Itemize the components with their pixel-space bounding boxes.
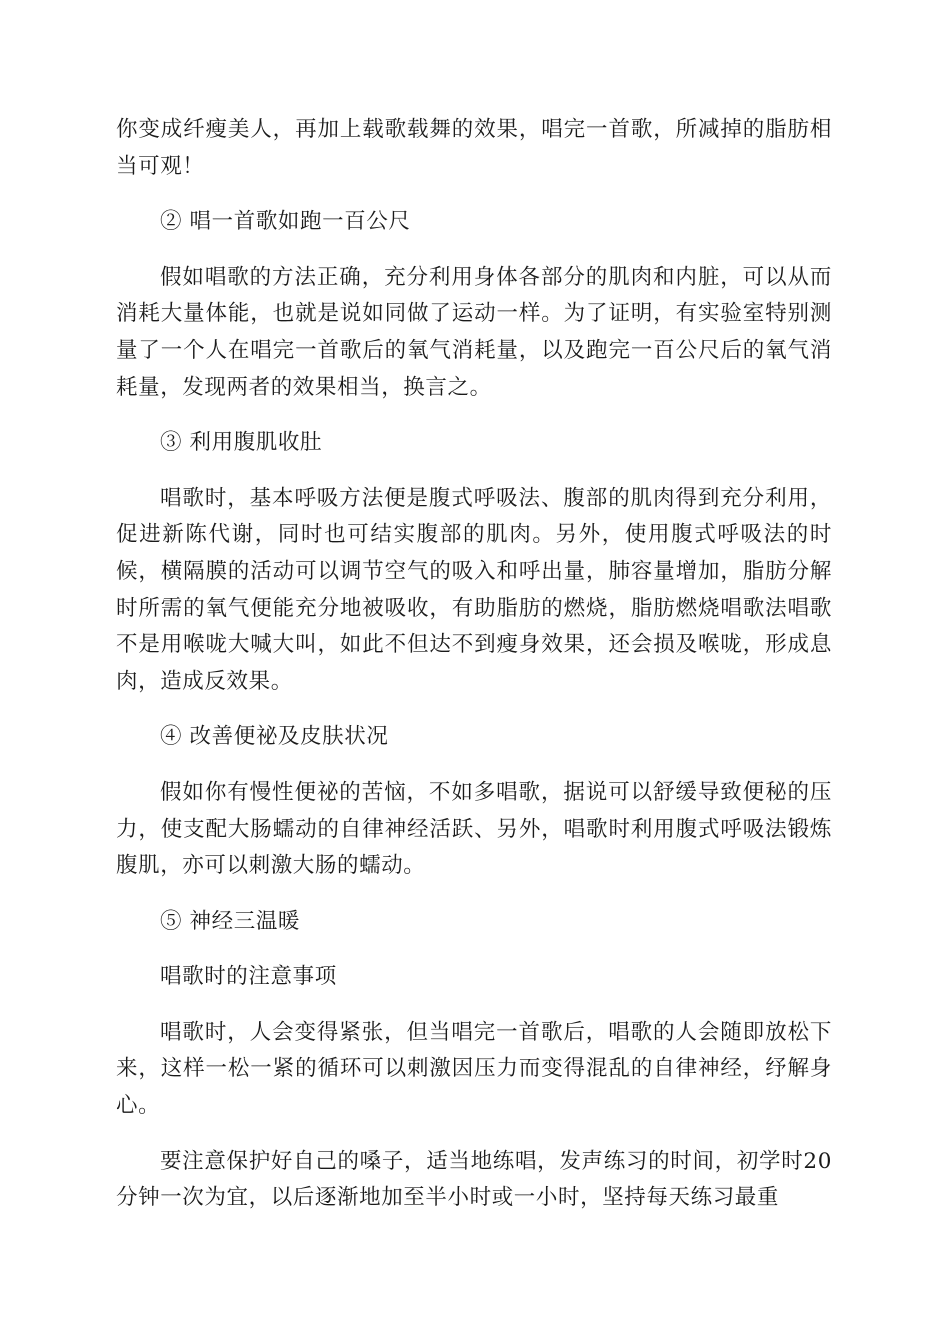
document-body [116,112,832,1236]
section-heading-4: ④ 改善便祕及皮肤状况 [160,724,389,750]
paragraph: 假如你有慢性便祕的苦恼，不如多唱歌，据说可以舒缓导致便秘的压力，使支配大肠蠕动的自律神经活跃、另外，唱歌时利用腹式呼吸法锻炼腹肌，亦可以刺激大肠的蠕动。 [116,779,832,879]
paragraph-continued: 你变成纤瘦美人，再加上载歌载舞的效果，唱完一首歌，所减掉的脂肪相当可观！ [116,117,832,179]
section-heading-2: ② 唱一首歌如跑一百公尺 [160,209,411,235]
paragraph: 唱歌时，人会变得紧张，但当唱完一首歌后，唱歌的人会随即放松下来，这样一松一紧的循环可以刺激因压力而变得混乱的自律神经，纾解身心。 [116,1019,832,1119]
paragraph: 要注意保护好自己的嗓子，适当地练唱，发声练习的时间，初学时20分钟一次为宜，以后逐渐地加至半小时或一小时，坚持每天练习最重 [116,1148,832,1211]
paragraph: 唱歌时，基本呼吸方法便是腹式呼吸法、腹部的肌肉得到充分利用，促进新陈代谢，同时也可结实腹部的肌肉。另外，使用腹式呼吸法的时候，横隔膜的活动可以调节空气的吸入和呼出量，肺容量增加，脂肪分解时所需的氧气便能充分地被吸收，有助脂肪的燃烧，脂肪燃烧唱歌法唱歌不是用喉咙大喊大叫，如此不但达不到瘦身效果，还会损及喉咙，形成息肉，造成反效果。 [116,485,832,694]
section-heading-notes: 唱歌时的注意事项 [160,964,337,990]
section-heading-5: ⑤ 神经三温暖 [160,908,301,934]
paragraph: 假如唱歌的方法正确，充分利用身体各部分的肌肉和内脏，可以从而消耗大量体能，也就是说如同做了运动一样。为了证明，有实验室特别测量了一个人在唱完一首歌后的氧气消耗量，以及跑完一百公尺后的氧气消耗量，发现两者的效果相当，换言之。 [116,264,832,400]
section-heading-3: ③ 利用腹肌收肚 [160,430,323,456]
